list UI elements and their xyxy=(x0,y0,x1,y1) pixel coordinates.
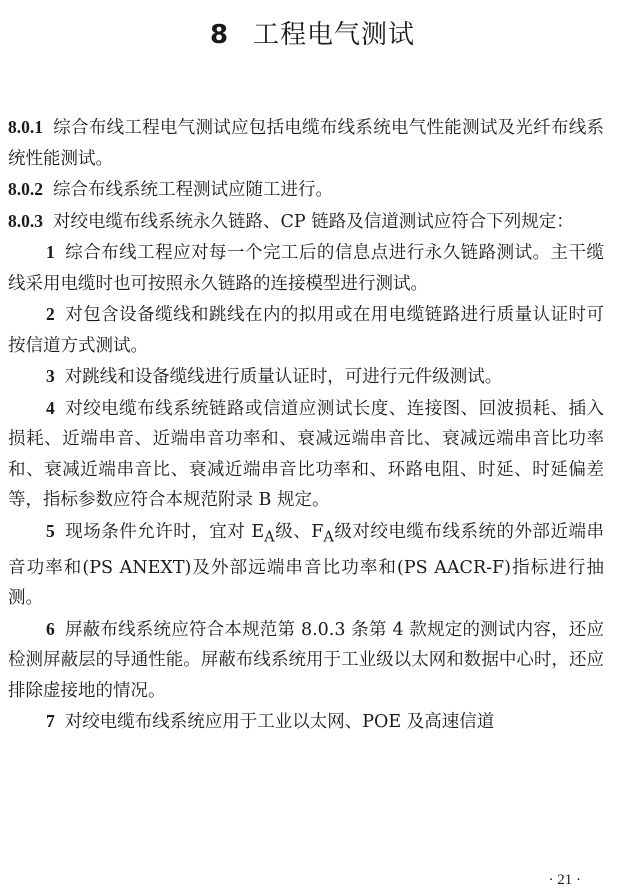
item-text: 对绞电缆布线系统应用于工业以太网、POE 及高速信道 xyxy=(64,712,495,732)
clause-text: 综合布线工程电气测试应包括电缆布线系统电气性能测试及光纤布线系统性能测试。 xyxy=(8,118,604,169)
clause-8-0-2 xyxy=(8,174,604,206)
item-text: 对绞电缆布线系统链路或信道应测试长度、连接图、回波损耗、插入损耗、近端串音、近端串音功率和、衰减远端串音比、衰减远端串音比功率和、衰减近端串音比、衰减近端串音比功率和、环路电阻、时延、时延偏差等，指标参数应符合本规范附录 B 规定。 xyxy=(8,398,604,510)
item-5 xyxy=(8,516,604,614)
clause-number: 8.0.3 xyxy=(8,210,43,231)
item-text-before: 现场条件允许时，宜对 E xyxy=(64,521,265,542)
item-number: 7 xyxy=(46,711,55,731)
item-number: 6 xyxy=(46,618,55,639)
chapter-title-text: 工程电气测试 xyxy=(253,20,416,50)
item-number: 2 xyxy=(46,304,55,324)
item-text: 对包含设备缆线和跳线在内的拟用或在用电缆链路进行质量认证时可按信道方式测试。 xyxy=(8,305,604,356)
subscript-a: A xyxy=(323,528,334,545)
subscript-a: A xyxy=(264,528,275,545)
body-text xyxy=(8,112,604,738)
chapter-number: 8 xyxy=(209,20,230,50)
chapter-title xyxy=(0,14,625,51)
item-text-mid: 级、F xyxy=(274,521,324,542)
clause-number: 8.0.2 xyxy=(8,179,43,199)
clause-8-0-1 xyxy=(8,112,604,174)
item-number: 1 xyxy=(46,242,55,262)
item-text: 屏蔽布线系统应符合本规范第 8.0.3 条第 4 款规定的测试内容，还应检测屏蔽层的导通性能。屏蔽布线系统用于工业级以太网和数据中心时，还应排除虚接地的情况。 xyxy=(8,619,604,701)
item-number: 4 xyxy=(46,397,55,418)
item-text: 综合布线工程应对每一个完工后的信息点进行永久链路测试。主干缆线采用电缆时也可按照永久链路的连接模型进行测试。 xyxy=(8,243,604,294)
clause-text: 对绞电缆布线系统永久链路、CP 链路及信道测试应符合下列规定： xyxy=(53,211,574,232)
clause-number: 8.0.1 xyxy=(8,117,43,137)
item-number: 3 xyxy=(46,366,55,386)
clause-8-0-3 xyxy=(8,206,604,238)
item-text: 对跳线和设备缆线进行质量认证时，可进行元件级测试。 xyxy=(64,367,503,387)
page-number: · 21 · xyxy=(548,872,581,888)
item-3 xyxy=(8,361,604,393)
item-number: 5 xyxy=(46,520,55,541)
item-1 xyxy=(8,237,604,299)
item-2 xyxy=(8,299,604,361)
item-7 xyxy=(8,706,604,738)
item-4 xyxy=(8,393,604,516)
item-text-after: 级对绞电缆布线系统的外部近端串音功率和(PS ANEXT)及外部远端串音比功率和(PS AACR-F)指标进行抽测。 xyxy=(8,521,604,608)
clause-text: 综合布线系统工程测试应随工进行。 xyxy=(53,180,333,200)
item-6 xyxy=(8,614,604,707)
